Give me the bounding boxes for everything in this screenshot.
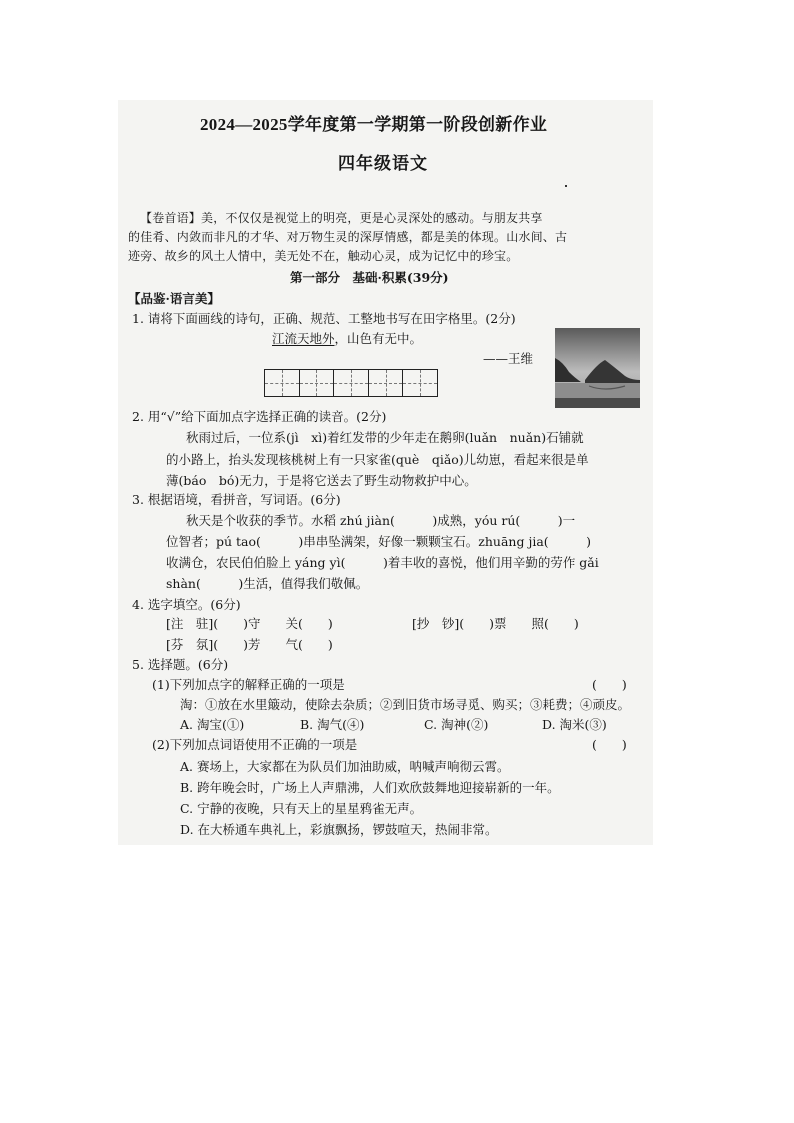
- q1-poem-underlined: 江流天地外: [272, 331, 335, 346]
- grid-cell[interactable]: [300, 370, 335, 396]
- q4-item-3: [芬 氛]( )芳 气( ): [166, 637, 333, 652]
- q3-line-2: 位智者；pú tao( )串串坠满架，好像一颗颗宝石。zhuāng jia( ): [166, 534, 592, 549]
- grid-cell[interactable]: [334, 370, 369, 396]
- q5-sub2-option-c: C. 宁静的夜晚，只有天上的星星鸦雀无声。: [180, 801, 423, 816]
- q2-line-2: 的小路上，抬头发现核桃树上有一只家雀(què qiǎo)儿幼崽，看起来很是单: [166, 452, 589, 467]
- q5-sub1-answer-bracket[interactable]: ( ): [592, 677, 627, 692]
- q5-sub2-option-a: A. 赛场上，大家都在为队员们加油助威，呐喊声响彻云霄。: [180, 759, 510, 774]
- grid-cell[interactable]: [403, 370, 437, 396]
- q5-sub2-option-d: D. 在大桥通车典礼上，彩旗飘扬，锣鼓喧天，热闹非常。: [180, 822, 498, 837]
- q3-stem: 3. 根据语境，看拼音，写词语。(6分): [132, 492, 341, 507]
- q2-stem: 2. 用“√”给下面加点字选择正确的读音。(2分): [132, 409, 387, 424]
- q5-sub1-option-c: C. 淘神(②): [424, 717, 489, 732]
- landscape-photo: [555, 328, 640, 408]
- q5-sub1-option-a: A. 淘宝(①): [180, 717, 245, 732]
- intro-line-3: 迹旁、故乡的风土人情中，美无处不在，触动心灵，成为记忆中的珍宝。: [128, 249, 519, 263]
- tianzige-grid[interactable]: [264, 369, 438, 397]
- q5-sub2-stem: (2)下列加点词语使用不正确的一项是: [152, 737, 358, 752]
- q5-sub2-answer-bracket[interactable]: ( ): [592, 737, 627, 752]
- q2-line-1: 秋雨过后，一位系(jì xì)着红发带的少年走在鹅卵(luǎn nuǎn)石铺就: [186, 430, 584, 445]
- q4-stem: 4. 选字填空。(6分): [132, 597, 241, 612]
- page-subtitle: 四年级语文: [338, 154, 428, 173]
- q3-line-3: 收满仓，农民伯伯脸上 yáng yì( )着丰收的喜悦，他们用辛勤的劳作 gǎi: [166, 555, 599, 570]
- page-title: 2024—2025学年度第一学期第一阶段创新作业: [200, 115, 548, 134]
- q5-sub1-option-b: B. 淘气(④): [300, 717, 365, 732]
- part-1-heading: 第一部分 基础·积累(39分): [290, 270, 449, 285]
- q4-item-2: [抄 钞]( )票 照( ): [412, 616, 579, 631]
- q4-item-1: [注 驻]( )守 关( ): [166, 616, 333, 631]
- grid-cell[interactable]: [369, 370, 404, 396]
- q5-stem: 5. 选择题。(6分): [132, 657, 229, 672]
- q1-stem: 1. 请将下面画线的诗句，正确、规范、工整地书写在田字格里。(2分): [132, 311, 516, 326]
- q1-author: ——王维: [483, 351, 534, 366]
- q3-line-4: shàn( )生活，值得我们敬佩。: [166, 576, 369, 591]
- q3-line-1: 秋天是个收获的季节。水稻 zhú jiàn( )成熟，yóu rú( )一: [186, 513, 576, 528]
- q2-line-3: 薄(báo bó)无力，于是将它送去了野生动物救护中心。: [166, 473, 477, 488]
- q5-sub1-stem: (1)下列加点字的解释正确的一项是: [152, 677, 345, 692]
- grid-cell[interactable]: [265, 370, 300, 396]
- intro-line-1: 【卷首语】美，不仅仅是视觉上的明亮，更是心灵深处的感动。与朋友共享: [140, 211, 543, 225]
- section-heading: 【品鉴·语言美】: [128, 291, 220, 306]
- q5-sub1-definition: 淘：①放在水里簸动，使除去杂质；②到旧货市场寻觅、购买；③耗费；④顽皮。: [180, 697, 631, 712]
- q5-sub2-option-b: B. 跨年晚会时，广场上人声鼎沸，人们欢欣鼓舞地迎接崭新的一年。: [180, 780, 560, 795]
- q1-poem-rest: ，山色有无中。: [334, 331, 423, 346]
- intro-line-2: 的佳肴、内敛而非凡的才华、对万物生灵的深厚情感，都是美的体现。山水间、古: [128, 230, 568, 244]
- q1-poem: [272, 331, 422, 347]
- scan-speck: [565, 185, 567, 187]
- q5-sub1-option-d: D. 淘米(③): [542, 717, 607, 732]
